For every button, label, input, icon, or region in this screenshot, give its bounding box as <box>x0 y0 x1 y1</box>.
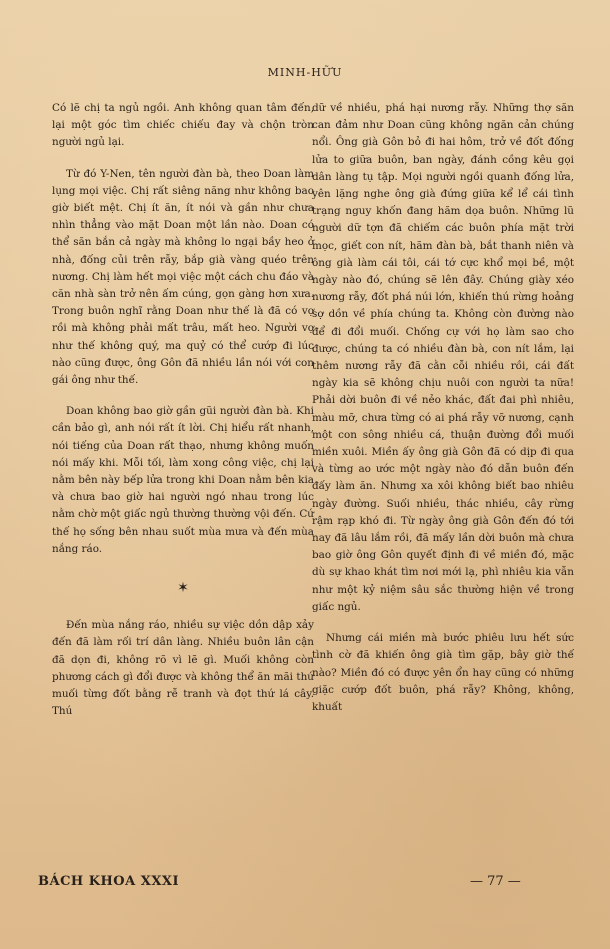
paragraph: Đến mùa nắng ráo, nhiều sự việc dồn dập xảy đến đã làm rối trí dân làng. Nhiều buôn lân cận đã dọn đi, không rõ vì lẽ gì. Muối không còn phương cách gì đổi được và không thể ăn mãi thứ muối từng đốt bằng rễ tranh và đọt thứ lá cây. Thú <box>52 619 314 718</box>
right-column <box>312 100 574 730</box>
paragraph: Từ đó Y-Nen, tên người đàn bà, theo Doan làm lụng mọi việc. Chị rất siêng năng như không bao giờ biết mệt. Chị ít ăn, ít nói và gần như chưa nhìn thẳng vào mặt Doan một lần nào. Doan có thể săn bắn cả ngày mà không lo ngại bầy heo ở nhà, đống củi trên rẫy, bắp già vàng quéo trên nương. Chị làm hết mọi việc một cách chu đáo và căn nhà sàn trở nên ấm cúng, gọn gàng hơn xưa. Trong buôn nghĩ rằng Doan như thế là đã có vợ rồi mà không phải mất trâu, mất heo. Người vợ như thế không quý, ma quỷ có thể cướp đi lúc nào cũng được, ông Gôn đã nhiều lần nói với con gái ông như thế. <box>52 167 314 387</box>
left-column <box>52 100 314 735</box>
paragraph: dữ về nhiều, phá hại nương rẫy. Những thợ săn can đảm như Doan cũng không ngăn cản chúng nổi. Ông già Gôn bỏ đi hai hôm, trở về đốt đống lửa to giữa buôn, ban ngày, đánh cồng kêu gọi dân làng tụ tập. Mọi người ngồi quanh đống lửa, yên lặng nghe ông già đứng giữa kể lể cái tình trạng nguy khốn đang hăm dọa buôn. Những lũ người dữ tợn đã chiếm các buôn phía mặt trời mọc, giết con nít, hãm đàn bà, bắt thanh niên và ông già làm cái tôi, cái tớ cực khổ mọi bề, một ngày nào đó, chúng sẽ lên đây. Chúng giày xéo nương rẫy, đốt phá núi lớn, khiến thú rừng hoảng sợ dồn về phía chúng ta. Không còn đường nào để đi đổi muối. Chống cự với họ làm sao cho được, chúng ta có nhiều đàn bà, con nít lắm, lại thêm nương rẫy đã cằn cỗi nhiều rồi, cái đất ngày kia sẽ không chịu nuôi con người ta nữa! Phải dời buôn đi về nẻo khác, đất đai phì nhiêu, màu mỡ, chưa từng có ai phá rẫy vỡ nương, cạnh một con sông nhiều cá, thuận đường đổi muối miền xuôi. Miền ấy ông già Gôn đã có dịp đi qua và từng ao ước một ngày nào đó dẫn buôn đến đấy làm ăn. Nhưng xa xôi không biết bao nhiêu ngày đường. Suối nhiều, thác nhiều, cây rừng rậm rạp khó đi. Từ ngày ông già Gôn đến đó tới nay đã lâu lắm rồi, đã mấy lần dời buôn mà chưa bao giờ ông Gôn quyết định đi về miền đó, mặc dù sự khao khát tìm nơi mới lạ, phì nhiêu kia vẫn như một kỷ niệm sâu sắc thường hiện về trong giấc ngủ. <box>312 102 574 613</box>
journal-title: BÁCH KHOA XXXI <box>38 874 180 889</box>
section-break-star: ✶ <box>177 580 189 597</box>
paragraph: Có lẽ chị ta ngủ ngồi. Anh không quan tâm đến, lại một góc tìm chiếc chiếu đay và chộn tròn người ngủ lại. <box>52 102 314 149</box>
running-header: MINH-HỮU <box>267 66 343 79</box>
paragraph: Nhưng cái miền mà bước phiêu lưu hết sức tình cờ đã khiến ông già tìm gặp, bây giờ thế nào? Miền đó có được yên ổn hay cũng có những giặc cướp đốt buôn, phá rẫy? Không, không, khuất <box>312 632 574 713</box>
paragraph: Doan không bao giờ gần gũi người đàn bà. Khi cần bảo gì, anh nói rất ít lời. Chị hiểu rất nhanh, nói tiếng của Doan rất thạo, nhưng không muốn nói mấy khi. Mỗi tối, làm xong công việc, chị lại nằm bên này bếp lửa trong khi Doan nằm bên kia và chưa bao giờ hai người ngó nhau trong lúc nằm chờ một giấc ngủ thường thường vội đến. Cứ thế họ sống bên nhau suốt mùa mưa và đến mùa nắng ráo. <box>52 405 314 555</box>
page-number: — 77 — <box>470 874 521 889</box>
